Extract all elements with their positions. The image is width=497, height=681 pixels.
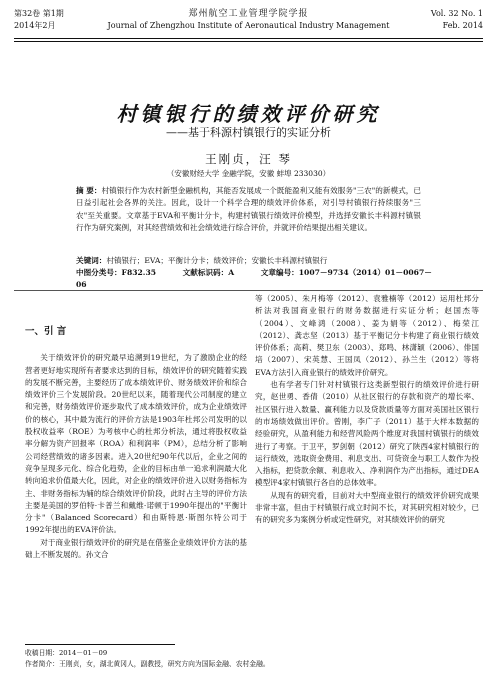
- footnote-author-bio: 作者简介：王刚贞，女，湖北黄冈人，副教授，研究方向为国际金融、农村金融。: [25, 660, 270, 668]
- document-code: 文献标识码：A: [182, 268, 235, 277]
- header-journal: [14, 8, 483, 32]
- header-vol-en: Vol. 32 No. 1: [430, 9, 483, 18]
- body-column-left: [25, 308, 247, 561]
- abstract: [76, 185, 421, 234]
- article-authors: 王刚贞，汪 琴: [205, 152, 292, 166]
- paragraph: 从现有的研究看，目前对大中型商业银行的绩效评价研究成果非常丰富，但由于村镇银行成立时间不长，对其研究相对较少，已有的研究多为案例分析或定性研究，对其绩效评价的研究: [255, 490, 479, 525]
- header-date: 2014年2月: [14, 21, 56, 30]
- clc-number: 中图分类号：F832.35: [76, 268, 157, 277]
- keywords-text: 村镇银行；EVA；平衡计分卡；绩效评价；安徽长丰科源村镇银行: [106, 256, 328, 265]
- paragraph: 关于绩效评价的研究最早追溯到19世纪，为了激励企业的经营者更好地实现所有者要求达到的目标，绩效评价的研究随着实践的发展不断完善，主要经历了成本绩效评价、财务绩效评价和综合绩效评价三个发展阶段。20世纪以来，随着现代公司制度的建立和完善，财务绩效评价逐步取代了成本绩效评价，成为企业绩效评价的核心，其中最为流行的评价方法是1903年杜邦公司发明的以股权收益率（ROE）为考核中心的杜邦分析法，通过将股权收益率分解为资产回报率（ROA）和利润率（PM），总结分析了影响公司经营绩效的诸多因素。进入20世纪90年代以后，企业之间的竞争呈现多元化、综合化趋势，企业的目标由单一追求利润最大化转向追求价值最大化，因此，对企业的绩效评价进入以财务指标为主、非财务指标为辅的综合绩效评价阶段，此时占主导的评价方法主要是美国的罗伯特·卡普兰和戴维·诺顿于1990年提出的"平衡计分卡"（Balanced Scorecard）和由斯特恩·斯图尔特公司于1992年提出的EVA评价法。: [25, 353, 247, 535]
- paragraph: 等（2005）、朱月梅等（2012）、袁雅楠等（2012）运用杜邦分析法对我国商业银行的财务数据进行实证分析；赵国杰等（2004）、文峰鸿（2008）、姜为娟等（2012）、梅荣江（2012）、龚志坚（2013）基于平衡记分卡构建了商业银行绩效评价体系；高莉、樊卫东（2003）、郑鸣、林潇颖（2006）、俳国培（2007）、宋英慧、王国凤（2012）、孙兰生（2012）等将EVA方法引入商业银行的绩效评价研究。: [255, 294, 479, 377]
- body-column-right: [255, 293, 479, 527]
- front-matter-divider: [14, 290, 483, 291]
- article-affiliation: （安徽财经大学 金融学院，安徽 蚌埠 233030）: [166, 169, 331, 178]
- article-title: 村镇银行的绩效评价研究: [116, 102, 381, 126]
- footnote-rule: [25, 644, 175, 645]
- abstract-label: 摘 要：: [76, 186, 102, 195]
- header-volume-en: [431, 8, 483, 32]
- classification-line: [76, 267, 437, 291]
- keywords: [76, 255, 421, 267]
- section-heading-introduction: 一、引 言: [25, 326, 67, 337]
- header-volume: 第32卷 第1期: [14, 9, 64, 18]
- paragraph: 也有学者专门针对村镇银行这类新型银行的绩效评价进行研究，赵世勇、香倩（2010）从社区银行的存款和资产的增长率、社区银行进入数量、赢利能力以及贷款质量等方面对美国社区银行的市场绩效做出评价。曾刚，李广子（2011）基于大样本数据的经验研究，从盈利能力和经营风险两个维度对我国村镇银行的绩效进行了考察。于卫平，罗剑朝（2012）研究了陕西4家村镇银行的运行绩效，选取资金费用、利息支出、可贷资金与职工人数作为投入指标，把贷款余额、利息收入、净利润作为产出指标，通过DEA模型评4家村镇银行各自的总体效率。: [255, 380, 479, 488]
- running-header: [14, 8, 483, 48]
- keywords-label: 关键词：: [76, 256, 107, 265]
- footnote-received: 收稿日期：2014－01－09: [25, 649, 108, 657]
- paragraph: 对于商业银行绩效评价的研究是在借鉴企业绩效评价方法的基础上不断发展的。孙文合: [25, 537, 247, 560]
- journal-name-zh: 郑州航空工业管理学院学报: [188, 9, 309, 19]
- journal-name-en: Journal of Zhengzhou Institute of Aeronautical Industry Management: [107, 21, 390, 30]
- abstract-text: 村镇银行作为农村新型金融机构，其能否发展成一个既能盈利又能有效服务"三农"的新模式，已日益引起社会各界的关注。因此，设计一个科学合理的绩效评价体系，对引导村镇银行持续服务"三农"至关重要。文章基于EVA和平衡计分卡，构建村镇银行绩效评价模型，并选择安徽长丰科源村镇银行作为研究案例，对其经营绩效和社会绩效进行综合评价，并就评价结果提出相关建议。: [76, 186, 421, 232]
- article-subtitle: ——基于科源村镇银行的实证分析: [166, 126, 331, 139]
- article-number: 文章编号：1007－9734（2014）01－0067－06: [76, 268, 432, 289]
- header-date-en: Feb. 2014: [442, 21, 483, 30]
- header-rule-thin: [14, 41, 483, 42]
- header-rule-thick: [14, 38, 483, 39]
